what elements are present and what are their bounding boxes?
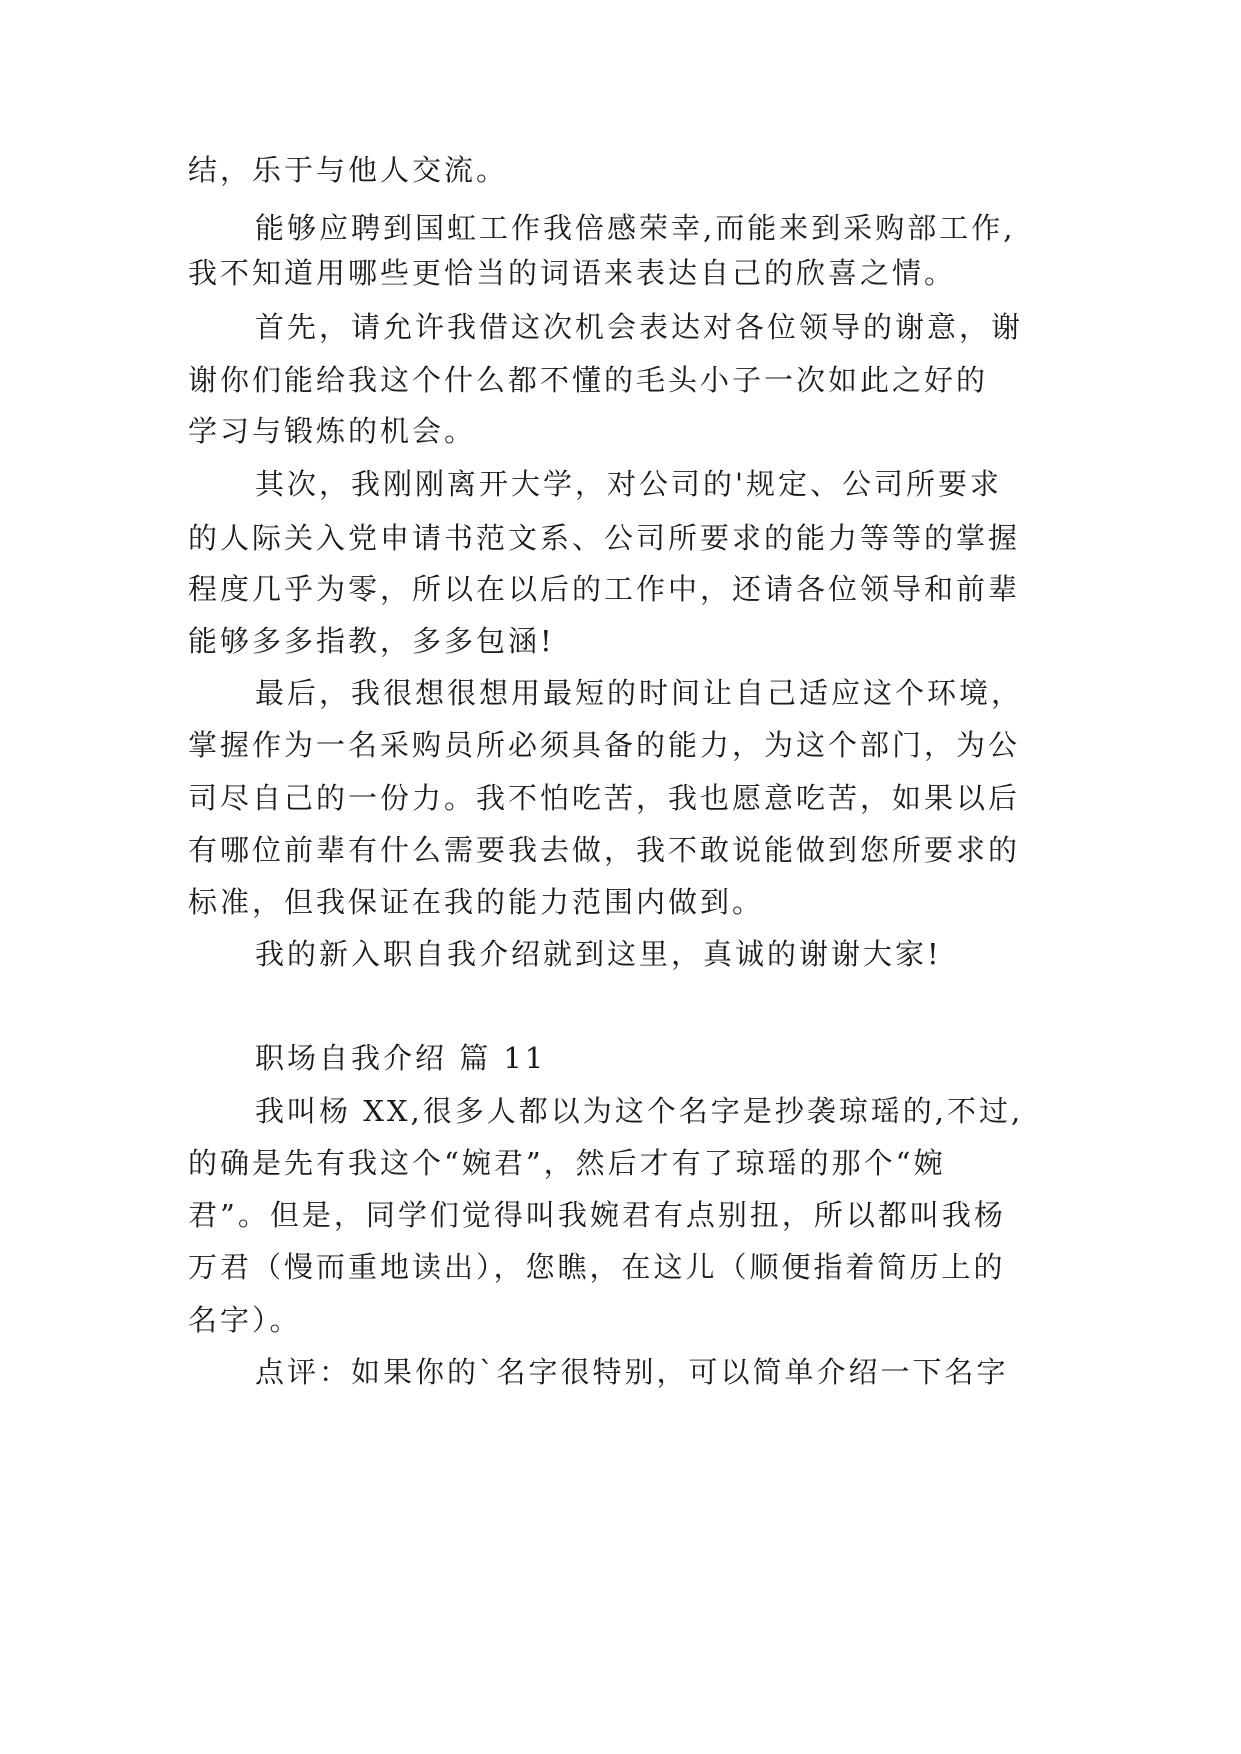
text-line: 谢你们能给我这个什么都不懂的毛头小子一次如此之好的 [188,363,989,397]
text-line: 掌握作为一名采购员所必须具备的能力，为这个部门，为公 [188,728,1021,762]
text-line: 程度几乎为零，所以在以后的工作中，还请各位领导和前辈 [188,572,1021,606]
text-line: 我叫杨 XX,很多人都以为这个名字是抄袭琼瑶的,不过, [255,1094,1024,1128]
text-line: 我不知道用哪些更恰当的词语来表达自己的欣喜之情。 [188,256,957,290]
text-line: 能够应聘到国虹工作我倍感荣幸,而能来到采购部工作, [255,211,1016,245]
text-line: 结，乐于与他人交流。 [188,153,509,187]
text-line: 的确是先有我这个“婉君”，然后才有了琼瑶的那个“婉 [188,1146,946,1180]
text-line: 点评：如果你的`名字很特别，可以简单介绍一下名字 [255,1355,1009,1389]
text-line: 名字）。 [188,1303,302,1337]
text-line: 能够多多指教，多多包涵! [188,624,555,658]
text-line: 标准，但我保证在我的能力范围内做到。 [188,885,765,919]
text-line: 学习与锻炼的机会。 [188,414,477,448]
text-line: 万君（慢而重地读出），您瞧，在这儿（顺便指着简历上的 [188,1250,1006,1284]
text-line: 其次，我刚刚离开大学，对公司的'规定、公司所要求 [255,467,1002,501]
text-line: 有哪位前辈有什么需要我去做，我不敢说能做到您所要求的 [188,833,1021,867]
section-heading: 职场自我介绍 篇 11 [255,1041,547,1075]
text-line: 司尽自己的一份力。我不怕吃苦，我也愿意吃苦，如果以后 [188,781,1021,815]
text-line: 我的新入职自我介绍就到这里，真诚的谢谢大家! [255,937,942,971]
text-line: 的人际关入党申请书范文系、公司所要求的能力等等的掌握 [188,521,1021,555]
text-line: 最后，我很想很想用最短的时间让自己适应这个环境， [255,676,1024,710]
text-line: 君”。但是，同学们觉得叫我婉君有点别扭，所以都叫我杨 [188,1198,1006,1232]
text-line: 首先，请允许我借这次机会表达对各位领导的谢意，谢 [255,310,1024,344]
